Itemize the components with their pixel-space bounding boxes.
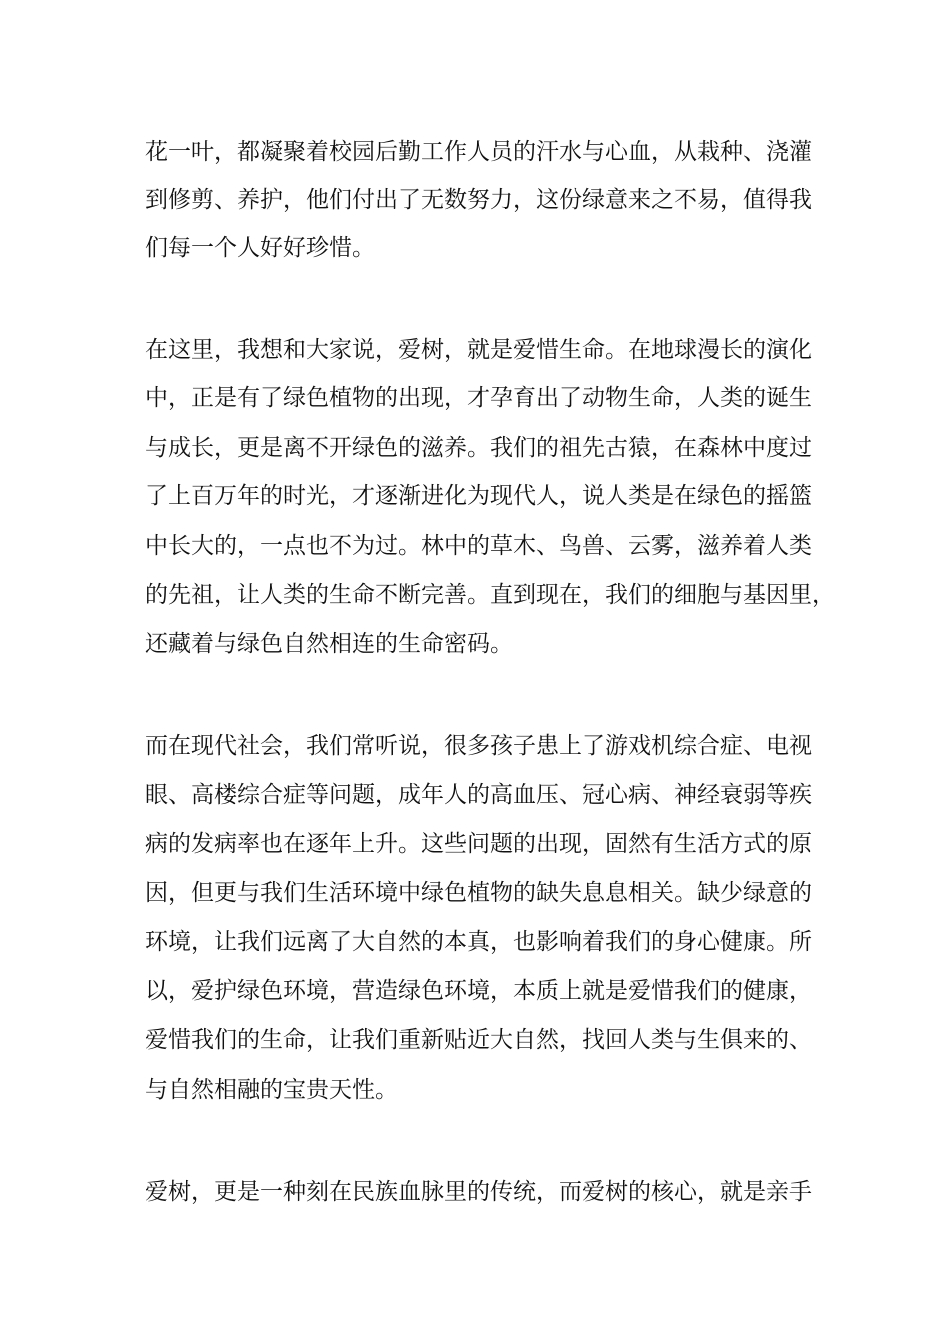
paragraph-4-line-1: 爱树，更是一种刻在民族血脉里的传统，而爱树的核心，就是亲手 <box>145 1179 812 1205</box>
paragraph-1-line-2: 到修剪、养护，他们付出了无数努力，这份绿意来之不易，值得我 <box>145 187 812 213</box>
paragraph-3-line-3: 病的发病率也在逐年上升。这些问题的出现，固然有生活方式的原 <box>145 831 812 857</box>
paragraph-2-line-3: 与成长，更是离不开绿色的滋养。我们的祖先古猿，在森林中度过 <box>145 435 812 461</box>
paragraph-3-line-2: 眼、高楼综合症等问题，成年人的高血压、冠心病、神经衰弱等疾 <box>145 782 812 808</box>
paragraph-2-line-1: 在这里，我想和大家说，爱树，就是爱惜生命。在地球漫长的演化 <box>145 337 812 363</box>
paragraph-2-line-7: 还藏着与绿色自然相连的生命密码。 <box>145 631 513 657</box>
paragraph-2-line-6: 的先祖，让人类的生命不断完善。直到现在，我们的细胞与基因里， <box>145 582 835 608</box>
paragraph-2-line-2: 中，正是有了绿色植物的出现，才孕育出了动物生命，人类的诞生 <box>145 385 812 411</box>
paragraph-1-line-3: 们每一个人好好珍惜。 <box>145 235 375 261</box>
paragraph-3-line-7: 爱惜我们的生命，让我们重新贴近大自然，找回人类与生俱来的、 <box>145 1027 812 1053</box>
paragraph-2-line-5: 中长大的，一点也不为过。林中的草木、鸟兽、云雾，滋养着人类 <box>145 533 812 559</box>
paragraph-3-line-8: 与自然相融的宝贵天性。 <box>145 1077 398 1103</box>
paragraph-2-line-4: 了上百万年的时光，才逐渐进化为现代人，说人类是在绿色的摇篮 <box>145 483 812 509</box>
paragraph-1-line-1: 花一叶，都凝聚着校园后勤工作人员的汗水与心血，从栽种、浇灌 <box>145 139 812 165</box>
paragraph-3-line-5: 环境，让我们远离了大自然的本真，也影响着我们的身心健康。所 <box>145 929 812 955</box>
paragraph-3-line-1: 而在现代社会，我们常听说，很多孩子患上了游戏机综合症、电视 <box>145 733 812 759</box>
paragraph-3-line-4: 因，但更与我们生活环境中绿色植物的缺失息息相关。缺少绿意的 <box>145 880 812 906</box>
paragraph-3-line-6: 以，爱护绿色环境，营造绿色环境，本质上就是爱惜我们的健康， <box>145 978 812 1004</box>
